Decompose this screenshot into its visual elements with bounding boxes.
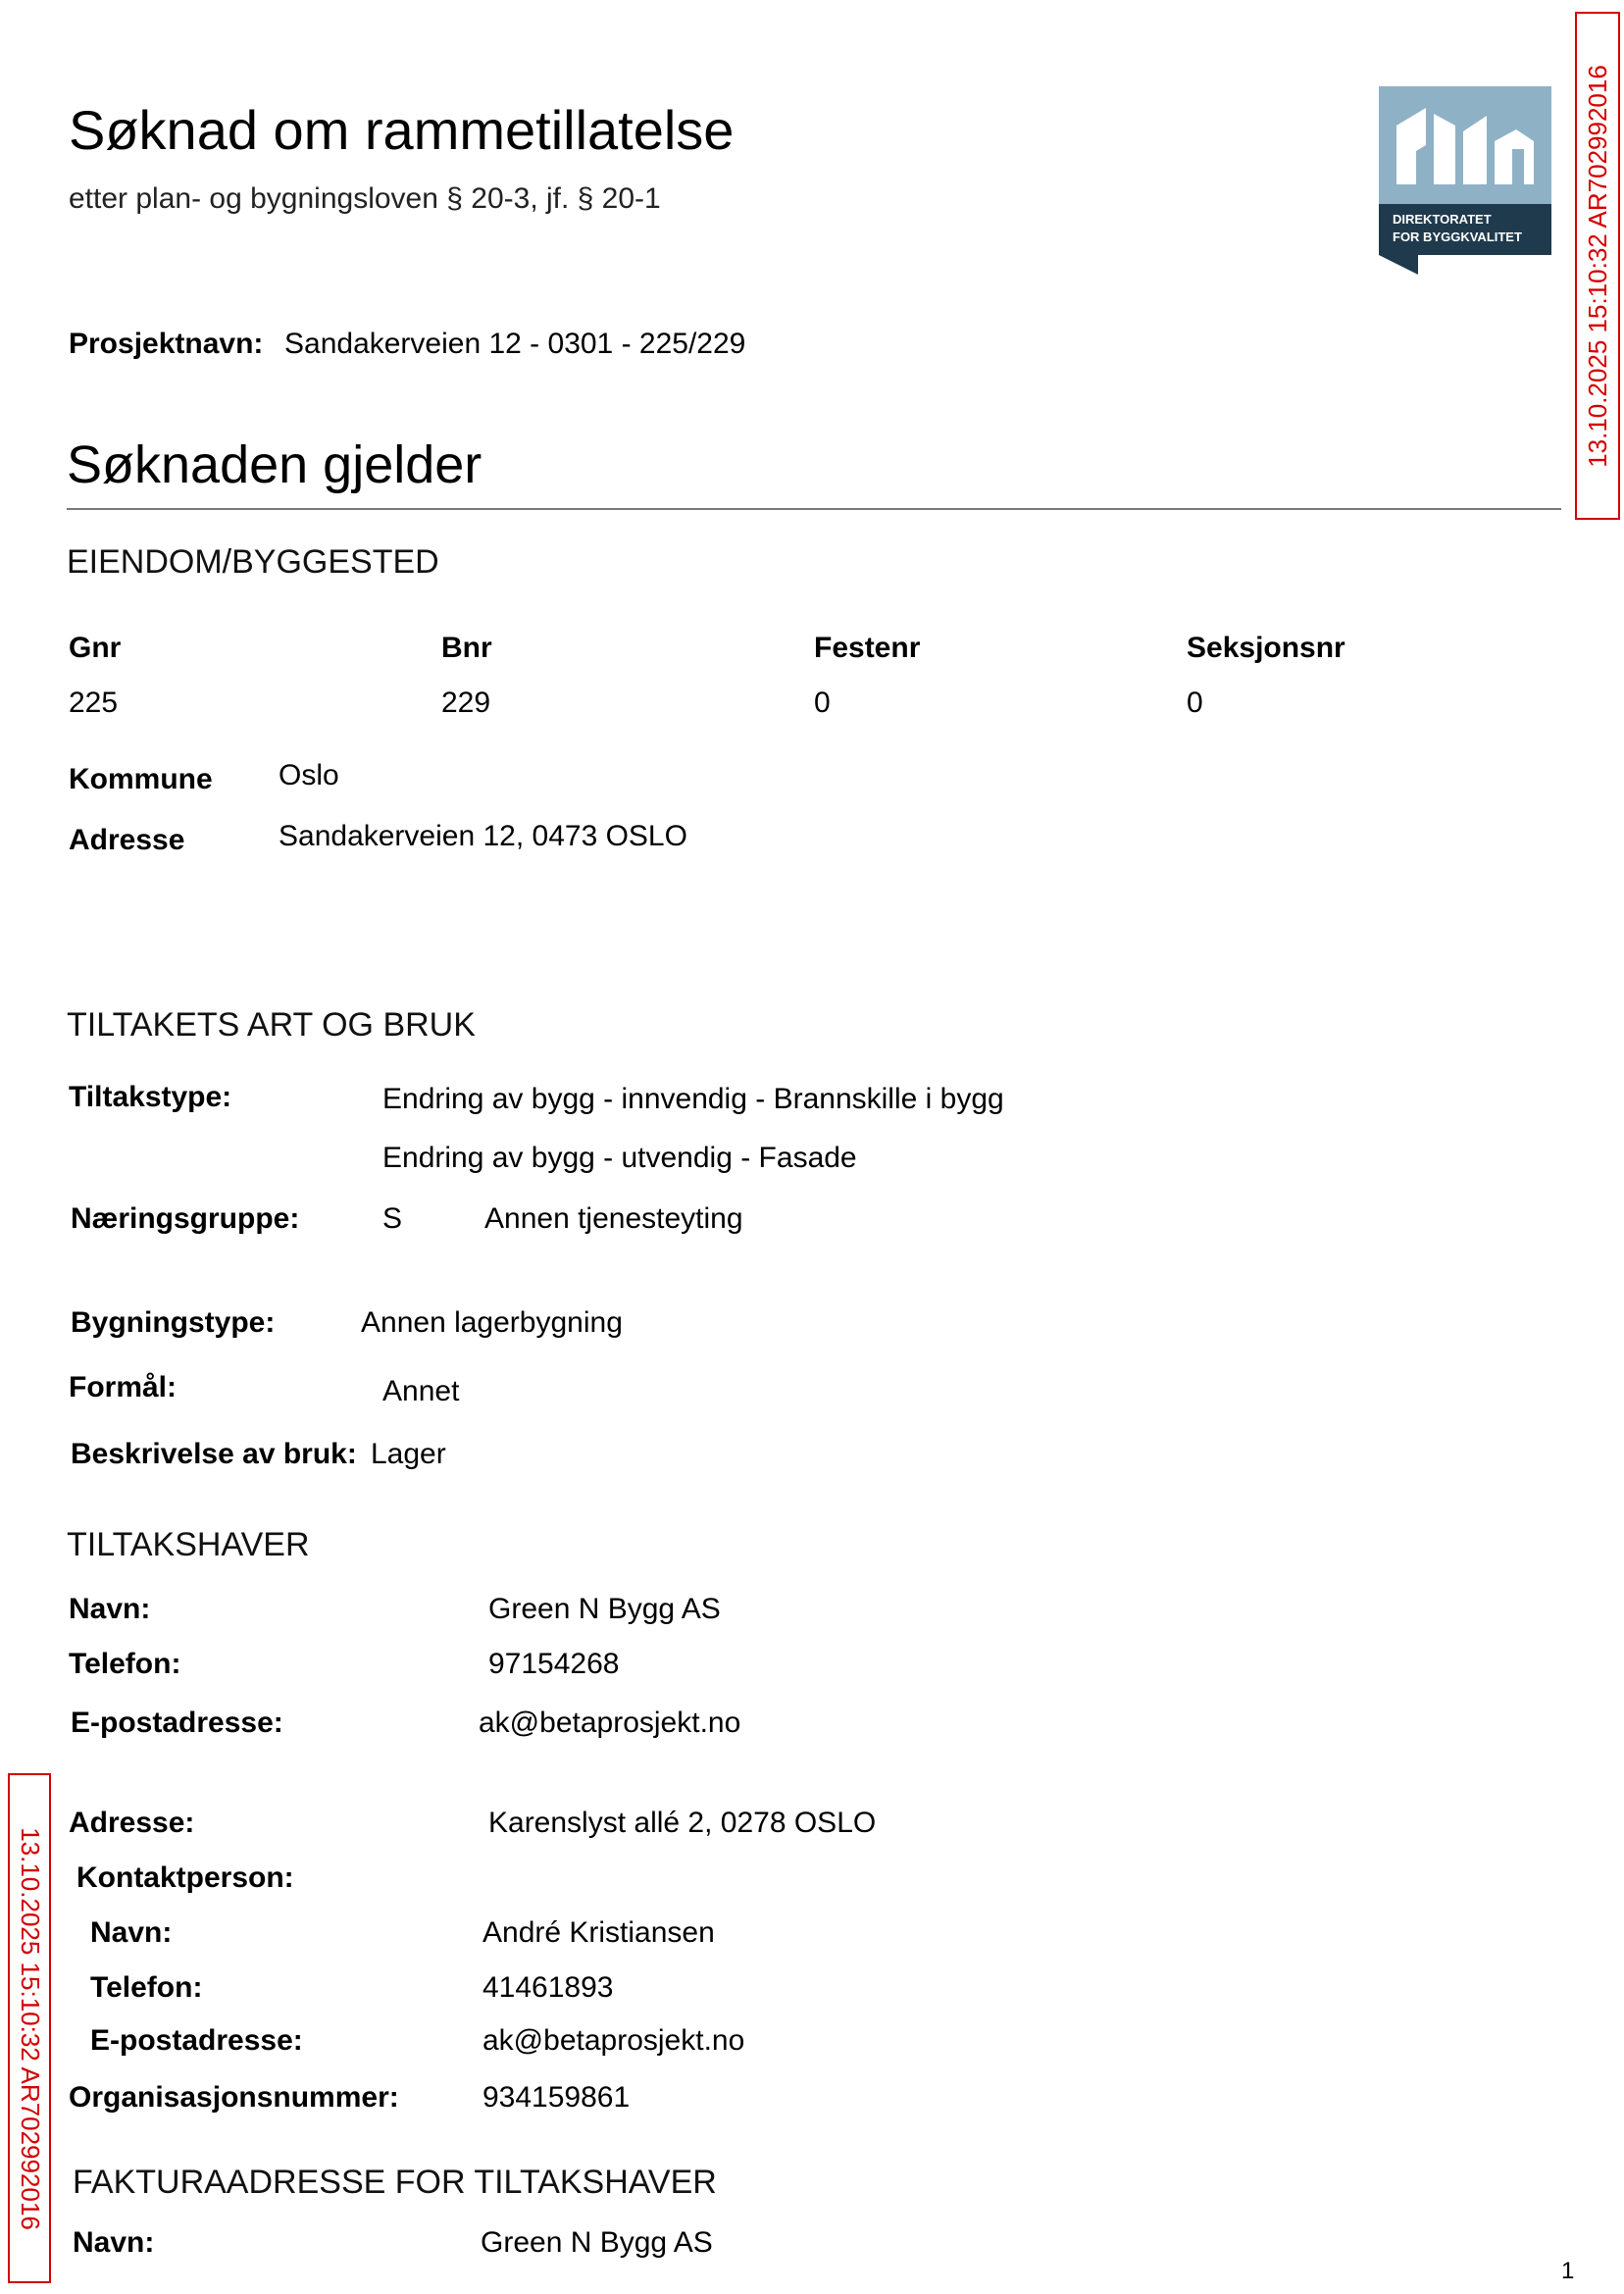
bygningstype-label: Bygningstype: xyxy=(71,1306,276,1339)
organisasjonsnummer-label: Organisasjonsnummer: xyxy=(69,2081,399,2114)
property-heading: EIENDOM/BYGGESTED xyxy=(67,543,439,581)
faktura-navn-label: Navn: xyxy=(73,2226,155,2259)
dibk-logo xyxy=(1379,86,1551,275)
kontaktperson-telefon-value: 41461893 xyxy=(482,1971,614,2004)
tiltakshaver-adresse-label: Adresse: xyxy=(69,1807,195,1839)
seksjonsnr-value: 0 xyxy=(1187,687,1203,719)
document-subtitle: etter plan- og bygningsloven § 20-3, jf. § 20-1 xyxy=(69,182,661,215)
adresse-label: Adresse xyxy=(69,824,185,856)
page-number: 1 xyxy=(1561,2258,1575,2284)
formal-value: Annet xyxy=(382,1375,460,1407)
bnr-label: Bnr xyxy=(441,632,492,664)
dibk-logo-graphic xyxy=(1379,86,1551,275)
timestamp-stamp-side-text: 13.10.2025 15:10:32 AR702992016 xyxy=(15,1826,45,2230)
kontaktperson-epost-label: E-postadresse: xyxy=(90,2024,303,2057)
kontaktperson-epost-value: ak@betaprosjekt.no xyxy=(482,2024,745,2057)
tiltakstype-value-2: Endring av bygg - utvendig - Fasade xyxy=(382,1142,857,1174)
timestamp-stamp-top xyxy=(1575,12,1620,520)
kontaktperson-navn-label: Navn: xyxy=(90,1916,173,1949)
logo-line1: DIREKTORATET xyxy=(1393,212,1492,227)
bnr-value: 229 xyxy=(441,687,491,719)
formal-label: Formål: xyxy=(69,1371,178,1403)
adresse-value: Sandakerveien 12, 0473 OSLO xyxy=(279,820,687,852)
fakturaadresse-heading: FAKTURAADRESSE FOR TILTAKSHAVER xyxy=(73,2164,717,2201)
document-title: Søknad om rammetillatelse xyxy=(69,99,735,161)
faktura-navn-value: Green N Bygg AS xyxy=(481,2226,713,2259)
project-name-value: Sandakerveien 12 - 0301 - 225/229 xyxy=(284,328,746,360)
naeringsgruppe-value: Annen tjenesteyting xyxy=(484,1202,743,1235)
festenr-value: 0 xyxy=(814,687,831,719)
bygningstype-value: Annen lagerbygning xyxy=(361,1306,623,1339)
tiltakshaver-telefon-value: 97154268 xyxy=(488,1648,620,1680)
tiltakstype-value-1: Endring av bygg - innvendig - Brannskille i bygg xyxy=(382,1083,1004,1115)
tiltakshaver-heading: TILTAKSHAVER xyxy=(67,1526,310,1563)
logo-line2: FOR BYGGKVALITET xyxy=(1393,229,1522,244)
section-title: Søknaden gjelder xyxy=(67,435,482,494)
tiltakshaver-epost-label: E-postadresse: xyxy=(71,1707,283,1739)
kommune-value: Oslo xyxy=(279,759,339,791)
tiltakshaver-navn-value: Green N Bygg AS xyxy=(488,1593,721,1625)
project-name-label: Prosjektnavn: xyxy=(69,328,264,360)
tiltakshaver-navn-label: Navn: xyxy=(69,1593,151,1625)
kontaktperson-label: Kontaktperson: xyxy=(76,1861,294,1894)
kontaktperson-navn-value: André Kristiansen xyxy=(482,1916,715,1949)
festenr-label: Festenr xyxy=(814,632,921,664)
kontaktperson-telefon-label: Telefon: xyxy=(90,1971,203,2004)
tiltakshaver-telefon-label: Telefon: xyxy=(69,1648,181,1680)
timestamp-stamp-top-text: 13.10.2025 15:10:32 AR702992016 xyxy=(1582,64,1612,468)
tiltakstype-label: Tiltakstype: xyxy=(69,1081,232,1113)
naeringsgruppe-code: S xyxy=(382,1202,403,1235)
timestamp-stamp-side xyxy=(8,1773,51,2283)
organisasjonsnummer-value: 934159861 xyxy=(482,2081,631,2114)
tiltak-heading: TILTAKETS ART OG BRUK xyxy=(67,1006,476,1044)
kommune-label: Kommune xyxy=(69,763,213,795)
gnr-label: Gnr xyxy=(69,632,122,664)
section-divider xyxy=(67,508,1561,510)
tiltakshaver-epost-value: ak@betaprosjekt.no xyxy=(479,1707,741,1739)
seksjonsnr-label: Seksjonsnr xyxy=(1187,632,1345,664)
naeringsgruppe-label: Næringsgruppe: xyxy=(71,1202,300,1235)
tiltakshaver-adresse-value: Karenslyst allé 2, 0278 OSLO xyxy=(488,1807,877,1839)
gnr-value: 225 xyxy=(69,687,119,719)
beskrivelse-bruk-value: Lager xyxy=(371,1438,446,1470)
beskrivelse-bruk-label: Beskrivelse av bruk: xyxy=(71,1438,357,1470)
